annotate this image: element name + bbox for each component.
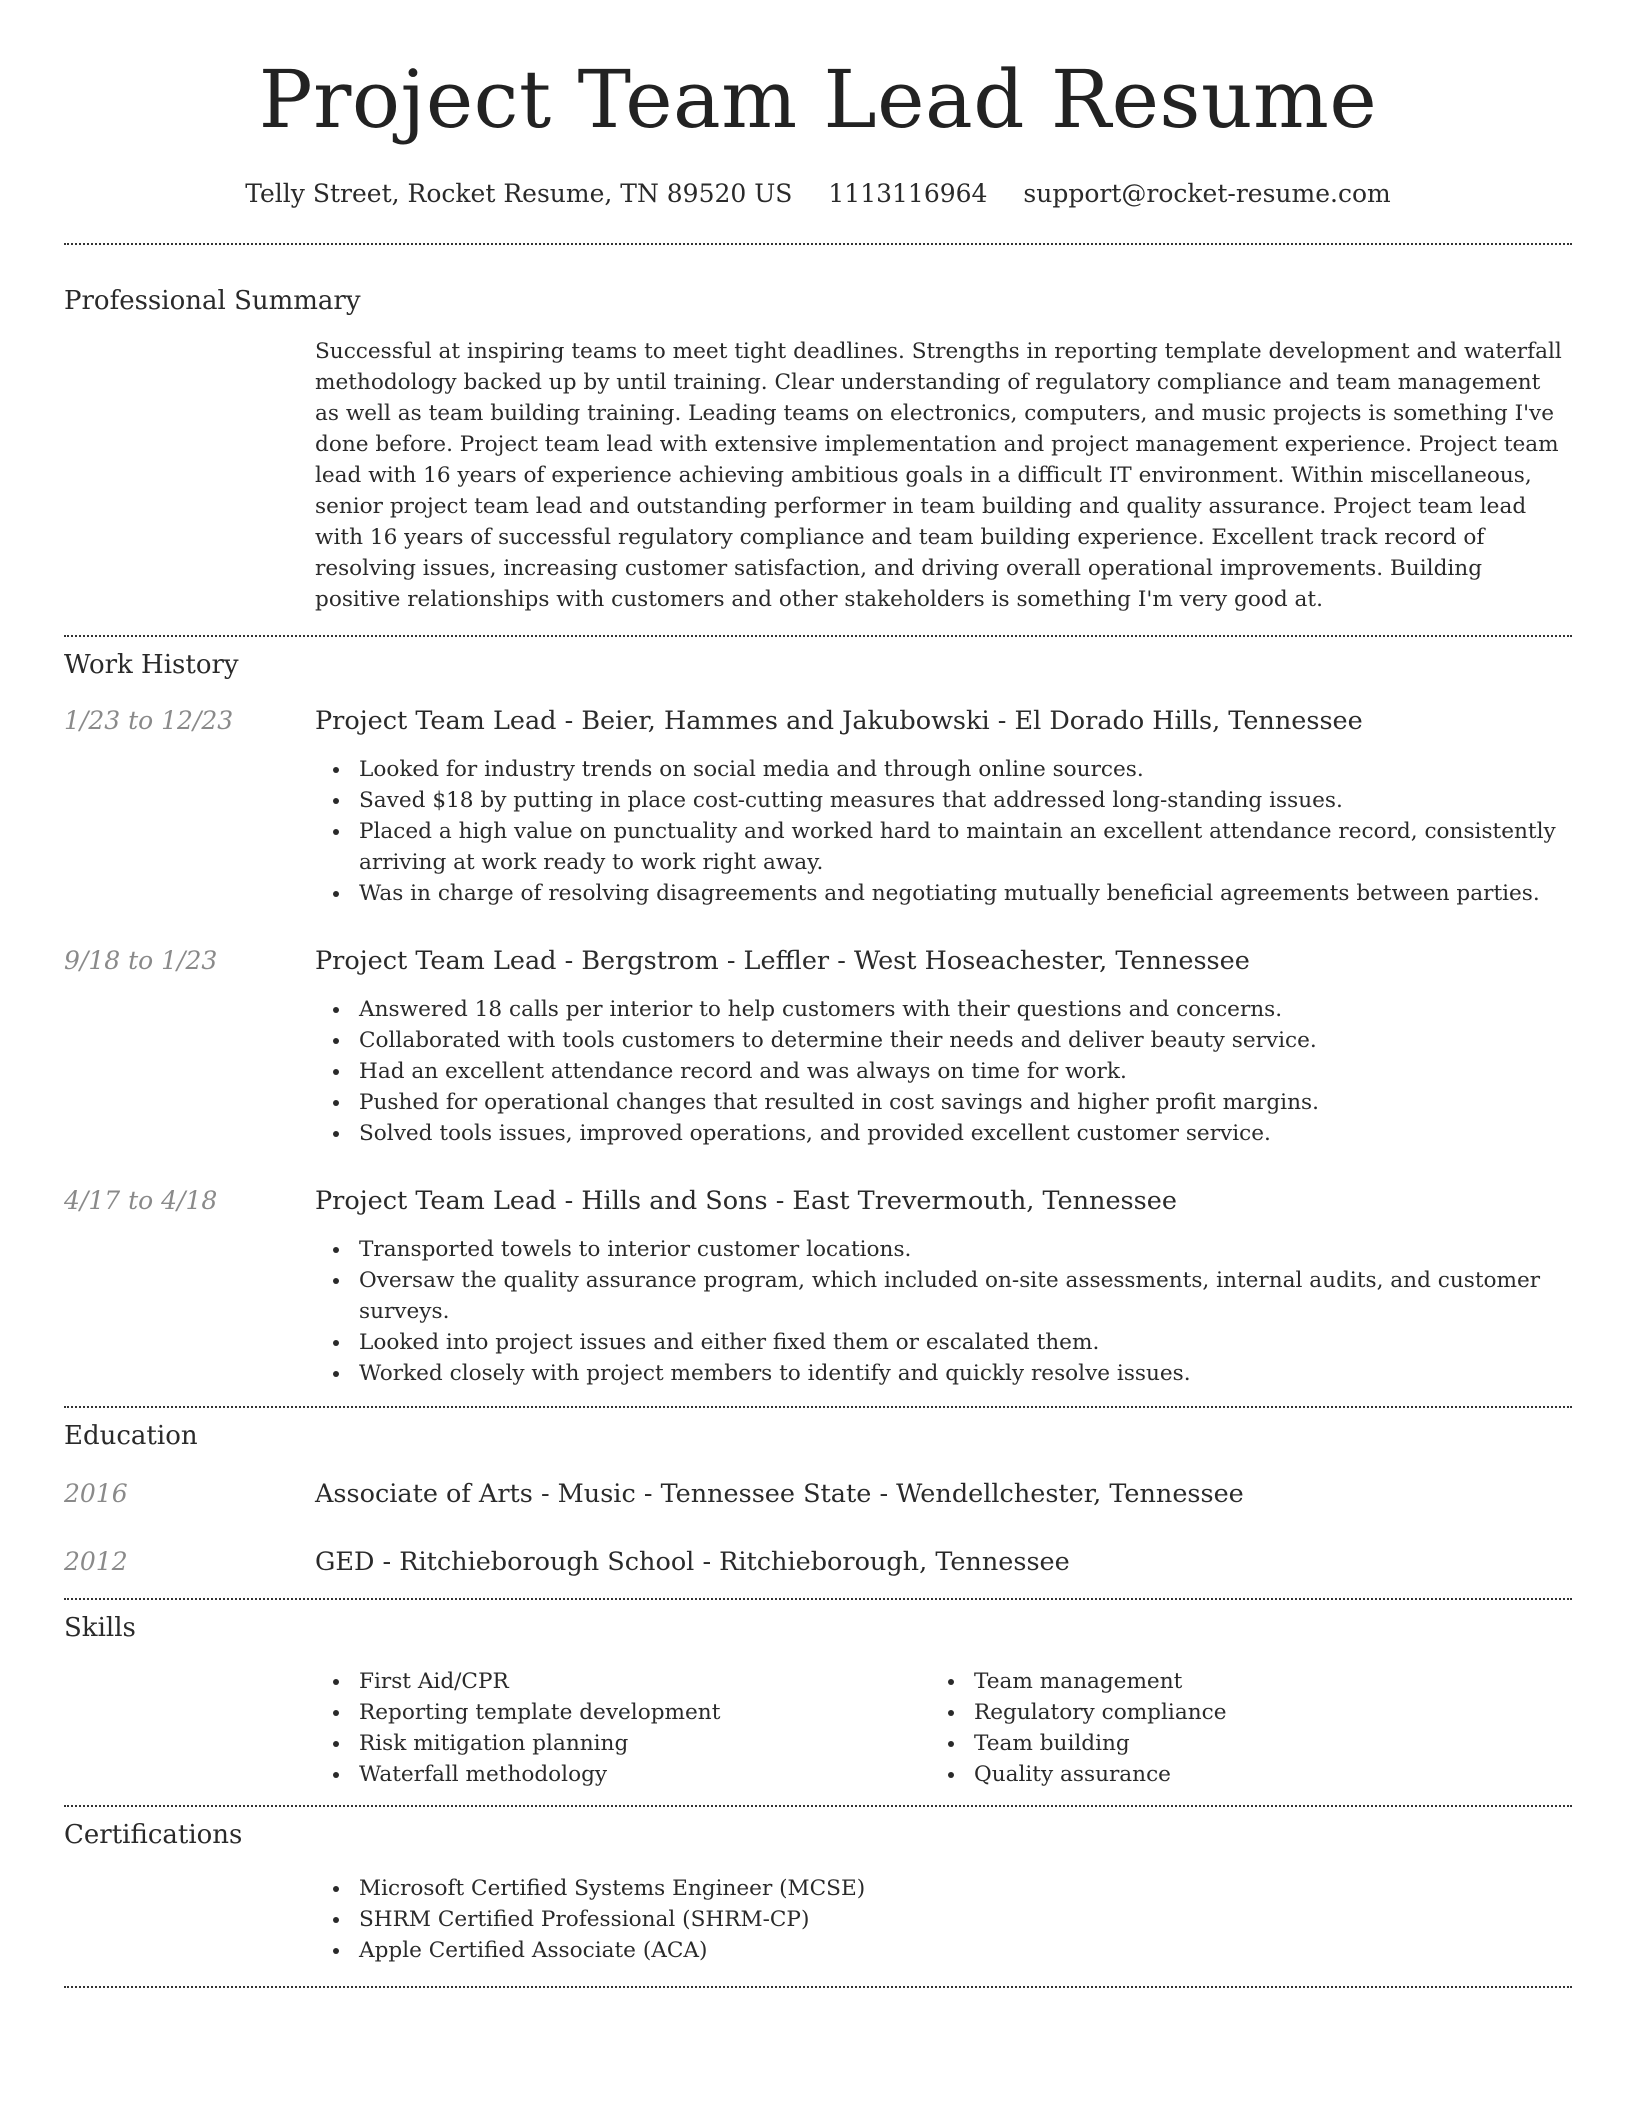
list-item: Worked closely with project members to identify and quickly resolve issues. — [315, 1358, 1572, 1389]
job-bullets — [315, 754, 1572, 909]
list-item: SHRM Certified Professional (SHRM-CP) — [315, 1904, 1572, 1935]
list-item: Looked into project issues and either fixed them or escalated them. — [315, 1327, 1572, 1358]
list-item: Saved $18 by putting in place cost-cutting measures that addressed long-standing issues. — [315, 785, 1572, 816]
divider — [64, 1598, 1572, 1600]
section-title-certifications: Certifications — [64, 1820, 243, 1850]
skills-list-right — [930, 1666, 1545, 1790]
job-bullets — [315, 1234, 1572, 1389]
list-item: Looked for industry trends on social media and through online sources. — [315, 754, 1572, 785]
list-item: Was in charge of resolving disagreements and negotiating mutually beneficial agreements between parties. — [315, 878, 1572, 909]
list-item: Apple Certified Associate (ACA) — [315, 1935, 1572, 1966]
list-item: Risk mitigation planning — [315, 1728, 930, 1759]
education-entry — [64, 1478, 1572, 1510]
list-item: Team management — [930, 1666, 1545, 1697]
job-dates: 9/18 to 1/23 — [64, 946, 218, 975]
job-entry — [64, 705, 1572, 909]
list-item: Answered 18 calls per interior to help customers with their questions and concerns. — [315, 994, 1572, 1025]
list-item: Pushed for operational changes that resulted in cost savings and higher profit margins. — [315, 1087, 1572, 1118]
list-item: Solved tools issues, improved operations, and provided excellent customer service. — [315, 1118, 1572, 1149]
contact-line — [64, 178, 1572, 210]
summary-text: Successful at inspiring teams to meet tight deadlines. Strengths in reporting template development and waterfall methodology backed up by until training. Clear understanding of regulatory compliance and team management as well as team building training. Leading teams on electronics, computers, and music projects is something I've done before. Project team lead with extensive implementation and project management experience. Project team lead with 16 years of experience achieving ambitious goals in a difficult IT environment. Within miscellaneous, senior project team lead and outstanding performer in team building and quality assurance. Project team lead with 16 years of successful regulatory compliance and team building experience. Excellent track record of resolving issues, increasing customer satisfaction, and driving overall operational improvements. Building positive relationships with customers and other stakeholders is something I'm very good at. — [315, 339, 1562, 612]
list-item: Had an excellent attendance record and was always on time for work. — [315, 1056, 1572, 1087]
education-entry — [64, 1546, 1572, 1578]
list-item: First Aid/CPR — [315, 1666, 930, 1697]
list-item: Team building — [930, 1728, 1545, 1759]
section-title-work: Work History — [64, 650, 239, 680]
job-dates: 4/17 to 4/18 — [64, 1186, 218, 1215]
job-heading: Project Team Lead - Bergstrom - Leffler - West Hoseachester, Tennessee — [315, 946, 1250, 976]
section-title-summary: Professional Summary — [64, 286, 361, 316]
email: support@rocket-resume.com — [1023, 179, 1391, 208]
divider — [64, 243, 1572, 245]
resume-page — [64, 0, 1572, 1988]
job-entry — [64, 945, 1572, 1149]
list-item: Regulatory compliance — [930, 1697, 1545, 1728]
list-item: Waterfall methodology — [315, 1759, 930, 1790]
address: Telly Street, Rocket Resume, TN 89520 US — [245, 179, 793, 208]
job-heading: Project Team Lead - Hills and Sons - East Trevermouth, Tennessee — [315, 1186, 1177, 1216]
divider — [64, 1805, 1572, 1807]
section-title-skills: Skills — [64, 1613, 136, 1643]
resume-header — [64, 0, 1572, 210]
education-section — [64, 1420, 1572, 1578]
education-year: 2016 — [64, 1479, 128, 1508]
divider — [64, 1406, 1572, 1408]
education-year: 2012 — [64, 1547, 128, 1576]
list-item: Reporting template development — [315, 1697, 930, 1728]
job-dates: 1/23 to 12/23 — [64, 706, 234, 735]
education-text: Associate of Arts - Music - Tennessee State - Wendellchester, Tennessee — [315, 1479, 1244, 1509]
skills-section — [64, 1612, 1572, 1790]
list-item: Microsoft Certified Systems Engineer (MCSE) — [315, 1873, 1572, 1904]
list-item: Oversaw the quality assurance program, which included on-site assessments, internal audits, and customer surveys. — [315, 1265, 1572, 1327]
resume-title: Project Team Lead Resume — [258, 53, 1378, 146]
divider — [64, 1986, 1572, 1988]
education-text: GED - Ritchieborough School - Ritchieborough, Tennessee — [315, 1547, 1070, 1577]
section-title-education: Education — [64, 1421, 198, 1451]
list-item: Collaborated with tools customers to determine their needs and deliver beauty service. — [315, 1025, 1572, 1056]
list-item: Quality assurance — [930, 1759, 1545, 1790]
divider — [64, 635, 1572, 637]
phone: 1113116964 — [828, 179, 988, 208]
job-bullets — [315, 994, 1572, 1149]
certifications-list — [315, 1873, 1572, 1966]
job-entry — [64, 1185, 1572, 1389]
certifications-section — [64, 1819, 1572, 1966]
skills-list-left — [315, 1666, 930, 1790]
list-item: Transported towels to interior customer locations. — [315, 1234, 1572, 1265]
work-history-section — [64, 649, 1572, 1389]
job-heading: Project Team Lead - Beier, Hammes and Jakubowski - El Dorado Hills, Tennessee — [315, 706, 1363, 736]
list-item: Placed a high value on punctuality and worked hard to maintain an excellent attendance record, consistently arriving at work ready to work right away. — [315, 816, 1572, 878]
summary-section — [64, 285, 1572, 615]
